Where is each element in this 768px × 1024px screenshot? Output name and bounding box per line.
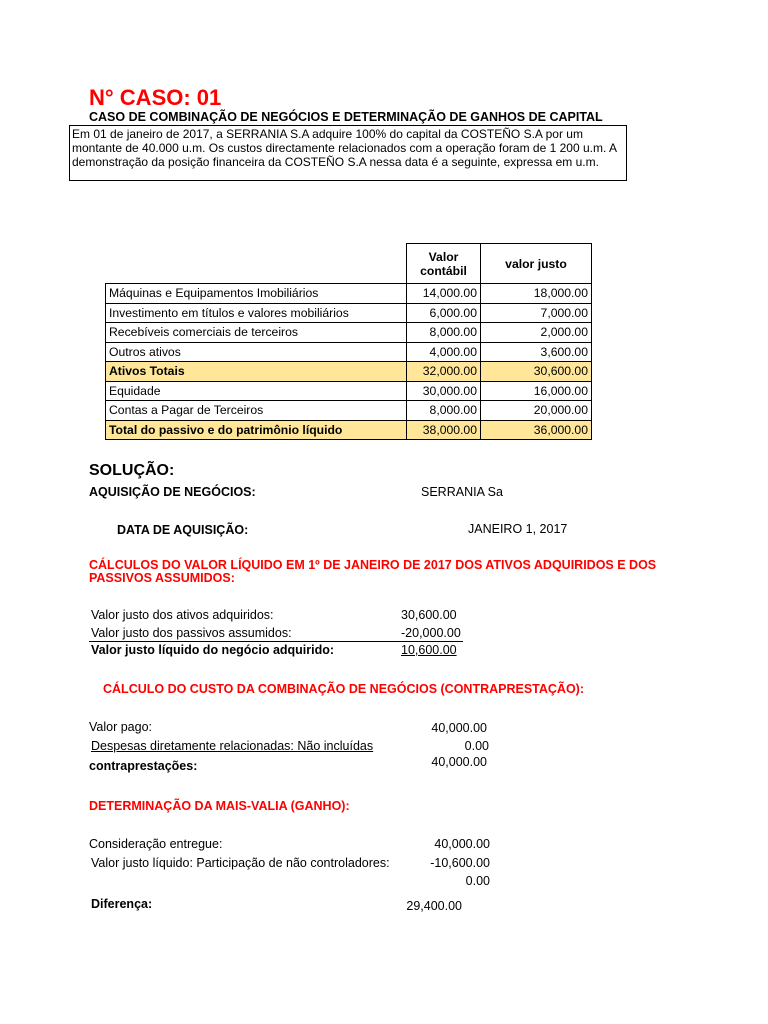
table-header-blank: [106, 244, 407, 284]
fair-assets-value: 30,600.00: [401, 608, 457, 622]
table-row: [106, 381, 592, 401]
fair-assets-label: Valor justo dos ativos adquiridos:: [91, 608, 274, 622]
zero-value: 0.00: [465, 874, 490, 888]
table-row: [106, 401, 592, 421]
row-fair-value: 30,600.00: [481, 362, 592, 382]
row-label: Ativos Totais: [106, 362, 407, 382]
acquisition-date-value: JANEIRO 1, 2017: [468, 522, 568, 536]
row-book-value: 38,000.00: [407, 420, 481, 440]
cost-heading: CÁLCULO DO CUSTO DA COMBINAÇÃO DE NEGÓCIOS (CONTRAPRESTAÇÃO):: [103, 682, 585, 696]
row-fair-value: 18,000.00: [481, 284, 592, 304]
difference-value: 29,400.00: [406, 899, 462, 913]
row-fair-value: 16,000.00: [481, 381, 592, 401]
net-value-heading-line1: CÁLCULOS DO VALOR LÍQUIDO EM 1º DE JANEIRO DE 2017 DOS ATIVOS ADQUIRIDOS E DOS: [89, 558, 657, 572]
consideration-label: contraprestações:: [89, 759, 198, 773]
row-fair-value: 7,000.00: [481, 303, 592, 323]
net-fair-value-value: 10,600.00: [401, 643, 457, 657]
table-row: [106, 284, 592, 304]
row-label: Recebíveis comerciais de terceiros: [106, 323, 407, 343]
row-book-value: 30,000.00: [407, 381, 481, 401]
acquisition-date-label: DATA DE AQUISIÇÃO:: [117, 523, 249, 537]
row-label: Contas a Pagar de Terceiros: [106, 401, 407, 421]
consideration-value: 40,000.00: [431, 755, 487, 769]
solution-heading: SOLUÇÃO:: [89, 462, 175, 479]
row-fair-value: 36,000.00: [481, 420, 592, 440]
row-book-value: 8,000.00: [407, 323, 481, 343]
consideration-delivered-value: 40,000.00: [434, 837, 490, 851]
row-book-value: 8,000.00: [407, 401, 481, 421]
table-row: [106, 303, 592, 323]
net-value-heading-line2: PASSIVOS ASSUMIDOS:: [89, 571, 235, 585]
subtotal-rule: [89, 641, 463, 642]
case-title: N° CASO: 01: [89, 85, 222, 110]
row-label: Máquinas e Equipamentos Imobiliários: [106, 284, 407, 304]
row-book-value: 32,000.00: [407, 362, 481, 382]
balance-table: [105, 243, 592, 440]
net-fair-value-nci-label: Valor justo líquido: Participação de não controladores:: [91, 856, 390, 870]
amount-paid-label: Valor pago:: [89, 720, 153, 734]
related-expenses-value: 0.00: [464, 739, 489, 753]
row-label: Equidade: [106, 381, 407, 401]
row-fair-value: 2,000.00: [481, 323, 592, 343]
fair-liabilities-label: Valor justo dos passivos assumidos:: [91, 626, 292, 640]
acquisition-label: AQUISIÇÃO DE NEGÓCIOS:: [89, 485, 256, 499]
row-book-value: 14,000.00: [407, 284, 481, 304]
table-row: [106, 323, 592, 343]
col-fair-header: valor justo: [481, 244, 592, 284]
acquisition-value: SERRANIA Sa: [421, 485, 503, 499]
consideration-delivered-label: Consideração entregue:: [89, 837, 223, 851]
net-fair-value-label: Valor justo líquido do negócio adquirido:: [91, 643, 335, 657]
related-expenses-label: Despesas diretamente relacionadas: Não incluídas: [91, 739, 374, 753]
table-header-row: [106, 244, 592, 284]
row-label: Outros ativos: [106, 342, 407, 362]
goodwill-heading: DETERMINAÇÃO DA MAIS-VALIA (GANHO):: [89, 799, 350, 813]
table-row: [106, 342, 592, 362]
amount-paid-value: 40,000.00: [431, 721, 487, 735]
row-label: Investimento em títulos e valores mobiliários: [106, 303, 407, 323]
row-book-value: 4,000.00: [407, 342, 481, 362]
net-fair-value-nci-value: -10,600.00: [430, 856, 490, 870]
row-fair-value: 20,000.00: [481, 401, 592, 421]
col-book-header: Valor contábil: [407, 244, 481, 284]
difference-label: Diferença:: [91, 897, 153, 911]
intro-text: Em 01 de janeiro de 2017, a SERRANIA S.A adquire 100% do capital da COSTEÑO S.A por um montante de 40.000 u.m. Os custos directamente relacionados com a operação foram de 1 200 u.m. A demonstração da posição financeira da COSTEÑO S.A nessa data é a seguinte, expressa em u.m.: [69, 125, 627, 181]
row-fair-value: 3,600.00: [481, 342, 592, 362]
table-total-row: [106, 420, 592, 440]
fair-liabilities-value: -20,000.00: [401, 626, 461, 640]
table-total-row: [106, 362, 592, 382]
case-heading: CASO DE COMBINAÇÃO DE NEGÓCIOS E DETERMINAÇÃO DE GANHOS DE CAPITAL: [89, 110, 603, 124]
row-label: Total do passivo e do patrimônio líquido: [106, 420, 407, 440]
row-book-value: 6,000.00: [407, 303, 481, 323]
